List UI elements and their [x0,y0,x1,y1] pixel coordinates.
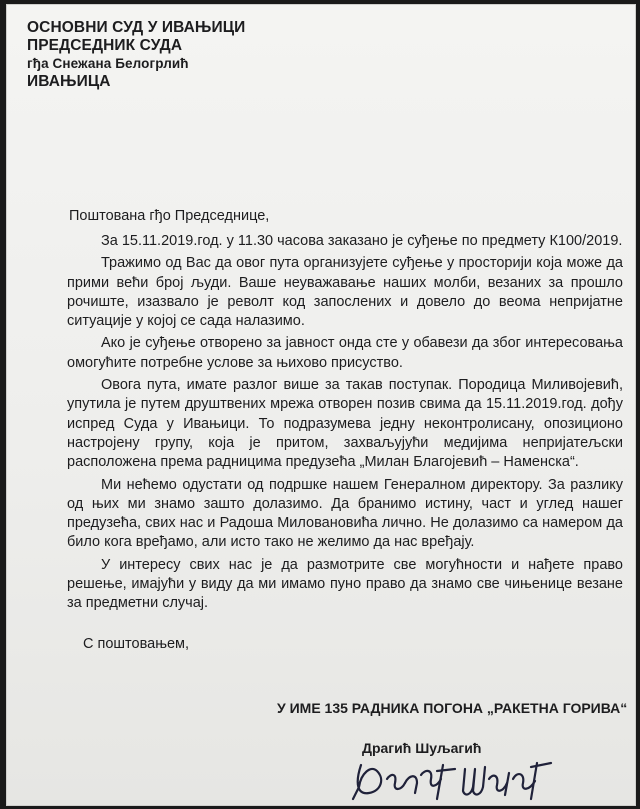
paragraph-1: За 15.11.2019.год. у 11.30 часова заказано је суђење по предмету К100/2019. [101,233,623,249]
recipient-name: гђа Снежана Белогрлић [27,56,189,71]
closing: С поштовањем, [83,636,190,652]
signer-name: Драгић Шуљагић [362,740,482,756]
recipient-city: ИВАЊИЦА [27,73,111,90]
recipient-block [27,19,245,91]
paragraph-5: Ми нећемо одустати од подршке нашем Генералном директору. За разлику од њих ми знамо зашто долазимо. Да бранимо истину, част и углед нашег предузећа, свих нас и Радоша Миловановића лично. Не долазимо са намером да било кога вређамо, али исто тако не желимо да нас вређају. [67,476,623,551]
handwritten-signature [347,743,557,807]
recipient-court: ОСНОВНИ СУД У ИВАЊИЦИ [27,19,246,36]
letter-page [6,4,636,806]
on-behalf-line: У ИМЕ 135 РАДНИКА ПОГОНА „РАКЕТНА ГОРИВА“ [277,700,628,716]
paragraph-2: Тражимо од Вас да овог пута организујете суђење у просторији која може да прими већи број људи. Ваше неуважавање наших молби, везаних за прошло рочиште, изазвало је револт код запослених и довело до веома непријатне ситуације у којој се сада налазимо. [67,255,623,330]
paragraph-3: Ако је суђење отворено за јавност онда сте у обавези да због интересовања омогућите потребне услове за њихово присуство. [67,335,623,371]
recipient-title: ПРЕДСЕДНИК СУДА [27,37,183,54]
paragraph-6: У интересу свих нас је да размотрите све могућности и нађете право решење, имајући у виду да ми имамо пуно право да знамо све чињенице везане за предметни случај. [67,556,623,612]
salutation: Поштована гђо Председнице, [69,208,270,224]
paragraph-4: Овога пута, имате разлог више за такав поступак. Породица Миливојевић, упутила је путем друштвених мрежа отворен позив свима да 15.11.2019.год. дођу испред Суда у Ивањици. То подразумева једну неконтролисану, опозиционо настројену групу, која је притом, захваљујући медијима непријатељски расположена према радницима предузећа „Милан Благојевић – Наменска“. [67,377,623,471]
letter-body [67,232,623,617]
